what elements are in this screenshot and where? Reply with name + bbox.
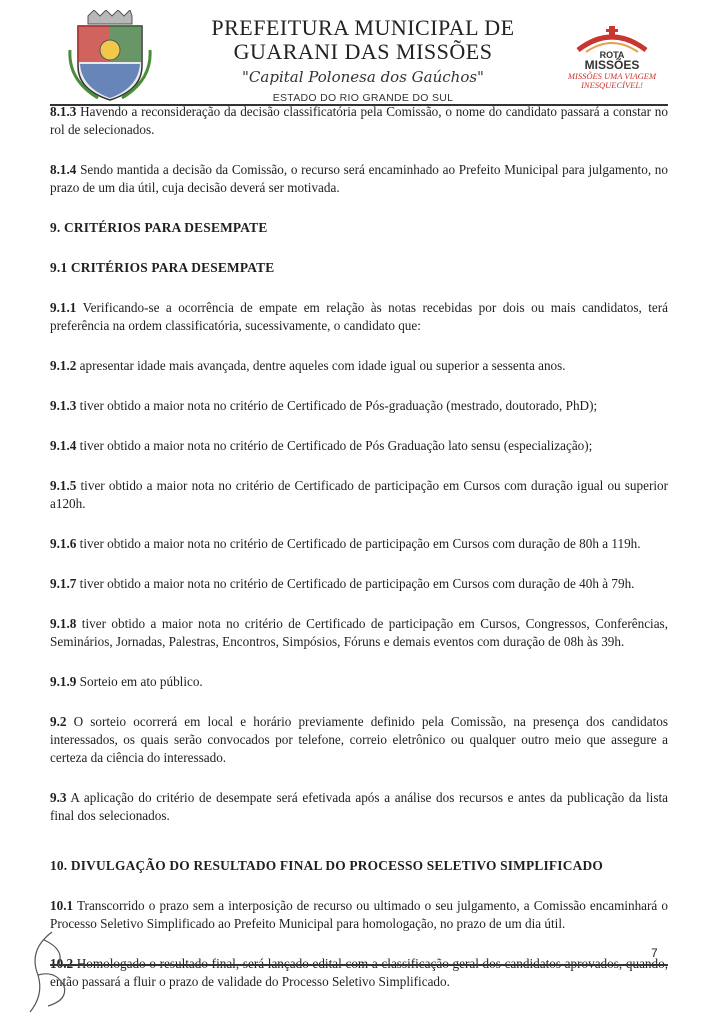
- clause-number: 9.1.7: [50, 576, 77, 591]
- clause-number: 9.1.9: [50, 674, 77, 689]
- clause-number: 8.1.4: [50, 162, 77, 177]
- municipality-title-line1: PREFEITURA MUNICIPAL DE: [211, 15, 515, 40]
- clause-text: apresentar idade mais avançada, dentre aqueles com idade igual ou superior a sessenta anos.: [76, 358, 566, 373]
- clause-number: 8.1.3: [50, 104, 77, 119]
- clause-9-1-7: [50, 575, 668, 593]
- clause-number: 9.1.5: [50, 478, 77, 493]
- clause-9-1-3: [50, 397, 668, 415]
- footer-divider: [50, 964, 668, 966]
- clause-text: Transcorrido o prazo sem a interposição de recurso ou ultimado o seu julgamento, a Comissão encaminhará o Processo Seletivo Simplificado ao Prefeito Municipal para homologação, no prazo de um dia útil.: [50, 898, 668, 931]
- clause-text: tiver obtido a maior nota no critério de Certificado de participação em Cursos, Congressos, Conferências, Seminários, Jornadas, Palestras, Encontros, Simpósios, Fóruns e demais eventos com duração de 08h às 39h.: [50, 616, 668, 649]
- clause-text: A aplicação do critério de desempate será efetivada após a análise dos recursos e antes da publicação da lista final dos selecionados.: [50, 790, 668, 823]
- clause-text: tiver obtido a maior nota no critério de Certificado de participação em Cursos com duração de 80h a 119h.: [76, 536, 641, 551]
- clause-text: tiver obtido a maior nota no critério de Certificado de Pós Graduação lato sensu (especialização);: [76, 438, 593, 453]
- clause-9-1-8: [50, 615, 668, 651]
- rota-missoes-logo: [552, 26, 672, 106]
- clause-9-3: [50, 789, 668, 825]
- municipality-motto: "Capital Polonesa dos Gaúchos": [242, 68, 484, 86]
- clause-number: 9.1.3: [50, 398, 77, 413]
- clause-10-2: [50, 955, 668, 991]
- clause-text: tiver obtido a maior nota no critério de Certificado de participação em Cursos com duração igual ou superior a120h.: [50, 478, 668, 511]
- clause-text: Sendo mantida a decisão da Comissão, o recurso será encaminhado ao Prefeito Municipal para julgamento, no prazo de um dia útil, cuja decisão deverá ser motivada.: [50, 162, 668, 195]
- clause-number: 9.1.2: [50, 358, 77, 373]
- clause-9-1-6: [50, 535, 668, 553]
- letterhead-text: [180, 16, 546, 104]
- clause-number: 9.1.8: [50, 616, 77, 631]
- clause-number: 10.1: [50, 898, 74, 913]
- clause-text: Havendo a reconsideração da decisão classificatória pela Comissão, o nome do candidato passará a constar no rol de selecionados.: [50, 104, 668, 137]
- state-name: ESTADO DO RIO GRANDE DO SUL: [272, 92, 454, 104]
- clause-8-1-3: [50, 103, 668, 139]
- clause-number: 9.1.4: [50, 438, 77, 453]
- rota-slogan-line2: INESQUECÍVEL!: [581, 80, 643, 90]
- section-heading-9-1: 9.1 CRITÉRIOS PARA DESEMPATE: [50, 260, 275, 275]
- clause-number: 9.1.1: [50, 300, 77, 315]
- clause-text: Sorteio em ato público.: [76, 674, 203, 689]
- clause-number: 9.1.6: [50, 536, 77, 551]
- clause-9-2: [50, 713, 668, 767]
- handwritten-signature-icon: [8, 920, 78, 1020]
- coat-of-arms-icon: [68, 10, 152, 102]
- section-heading-10: 10. DIVULGAÇÃO DO RESULTADO FINAL DO PROCESSO SELETIVO SIMPLIFICADO: [50, 858, 603, 873]
- rota-name: MISSÕES: [584, 58, 640, 72]
- clause-10-1: [50, 897, 668, 933]
- section-heading-9: 9. CRITÉRIOS PARA DESEMPATE: [50, 220, 268, 235]
- clause-text: O sorteio ocorrerá em local e horário previamente definido pela Comissão, na presença dos candidatos interessados, os quais serão convocados por telefone, correio eletrônico ou qualquer outro meio que assegure a certeza da ciência do interessado.: [50, 714, 668, 765]
- clause-text: tiver obtido a maior nota no critério de Certificado de Pós-graduação (mestrado, doutorado, PhD);: [76, 398, 598, 413]
- clause-text: tiver obtido a maior nota no critério de Certificado de participação em Cursos com duração de 40h à 79h.: [76, 576, 635, 591]
- rota-slogan-line1: MISSÕES UMA VIAGEM: [567, 71, 657, 81]
- municipality-title-line2: GUARANI DAS MISSÕES: [233, 39, 493, 64]
- clause-text: Verificando-se a ocorrência de empate em relação às notas recebidas por dois ou mais candidatos, terá preferência na ordem classificatória, sucessivamente, o candidato que:: [50, 300, 668, 333]
- clause-9-1-5: [50, 477, 668, 513]
- document-body: [50, 103, 668, 991]
- page-number: 7: [651, 946, 658, 960]
- rota-label: ROTA: [599, 50, 625, 60]
- clause-9-1-2: [50, 357, 668, 375]
- clause-8-1-4: [50, 161, 668, 197]
- clause-number: 9.3: [50, 790, 67, 805]
- rota-missoes-icon: [572, 26, 652, 60]
- clause-9-1-1: [50, 299, 668, 335]
- clause-9-1-4: [50, 437, 668, 455]
- letterhead: [0, 0, 724, 108]
- clause-text: então passará a fluir o prazo de validade do Processo Seletivo Simplificado.: [50, 974, 450, 989]
- clause-9-1-9: [50, 673, 668, 691]
- clause-number: 9.2: [50, 714, 67, 729]
